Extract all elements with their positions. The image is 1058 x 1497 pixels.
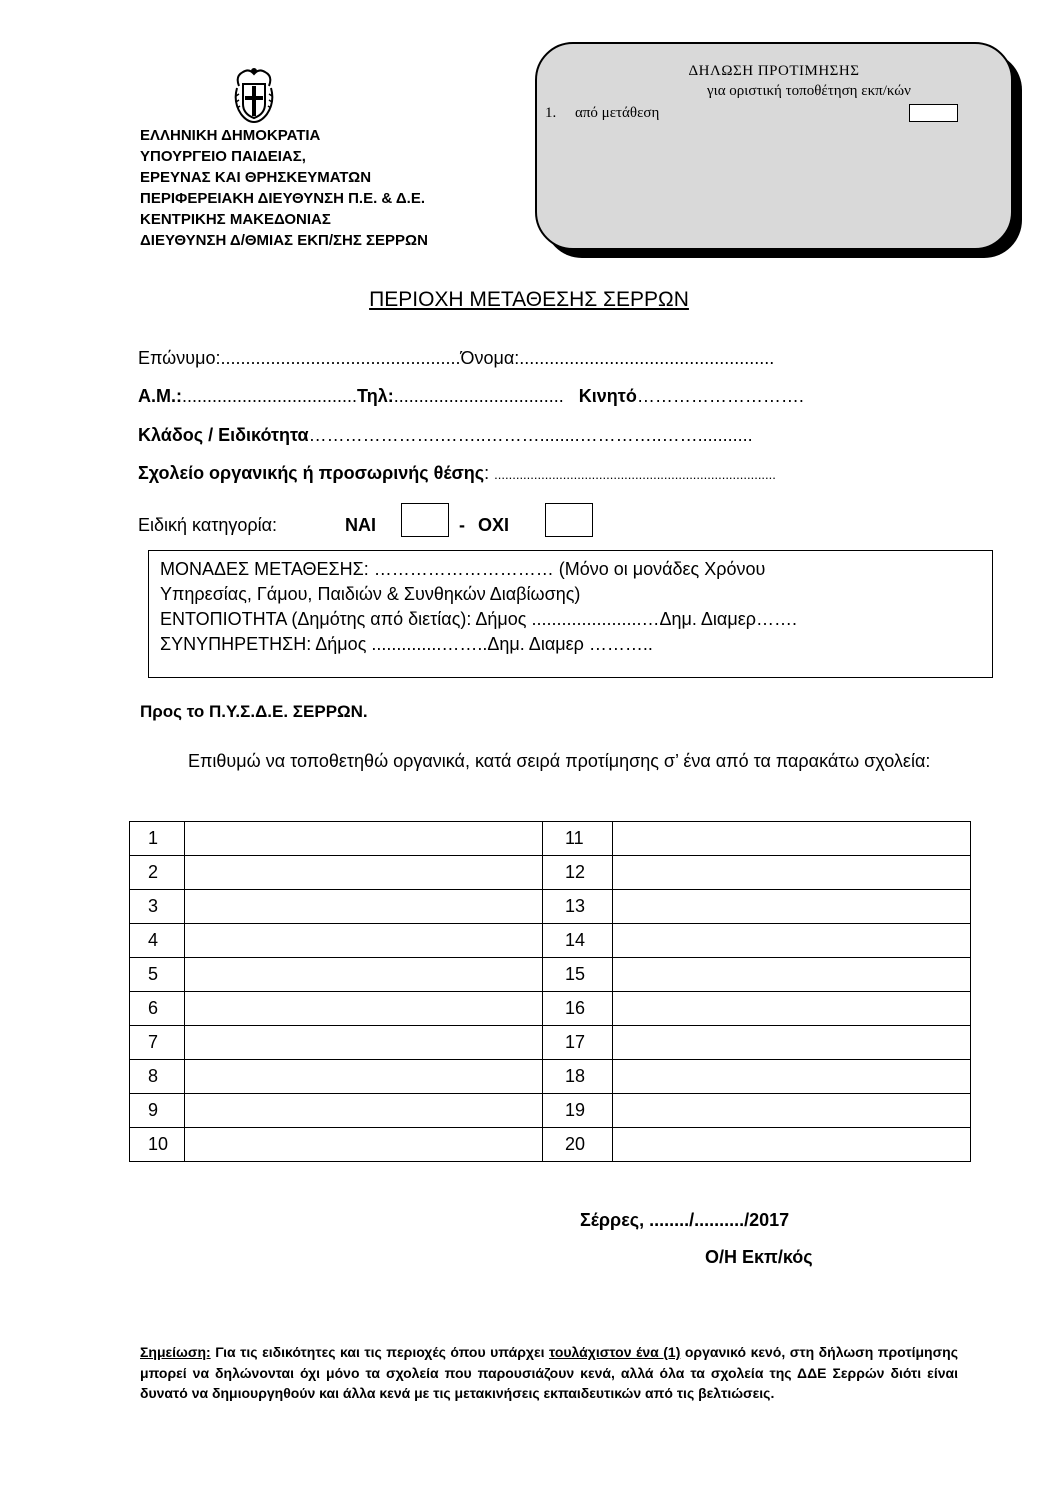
- greek-coat-of-arms-icon: [231, 66, 277, 124]
- tel-field[interactable]: ..................................: [393, 386, 564, 406]
- school-choice-cell[interactable]: [613, 1060, 971, 1094]
- preference-item: [545, 105, 659, 122]
- school-choice-cell[interactable]: [613, 890, 971, 924]
- org-line: ΥΠΟΥΡΓΕΙΟ ΠΑΙΔΕΙΑΣ,: [140, 148, 306, 165]
- school-colon: :: [484, 463, 490, 483]
- table-row: [130, 856, 971, 890]
- school-choice-cell[interactable]: [185, 1128, 543, 1162]
- row-number: 10: [130, 1128, 185, 1162]
- table-row: [130, 890, 971, 924]
- row-number: 14: [543, 924, 613, 958]
- tel-label: Τηλ:: [357, 386, 394, 406]
- schools-table: [129, 821, 971, 1162]
- signer-label: Ο/Η Εκπ/κός: [705, 1247, 813, 1267]
- mobile-field[interactable]: ……………………….: [636, 386, 804, 406]
- note-emphasis: τουλάχιστον ένα (1): [549, 1344, 681, 1360]
- row-number: 18: [543, 1060, 613, 1094]
- school-choice-cell[interactable]: [185, 924, 543, 958]
- name-label: Όνομα:: [460, 348, 520, 368]
- preference-subtitle: για οριστική τοποθέτηση εκπ/κών: [707, 83, 911, 99]
- org-line: ΔΙΕΥΘΥΝΣΗ Δ/ΘΜΙΑΣ ΕΚΠ/ΣΗΣ ΣΕΡΡΩΝ: [140, 232, 428, 249]
- school-choice-cell[interactable]: [613, 924, 971, 958]
- row-number: 12: [543, 856, 613, 890]
- note: [140, 1342, 958, 1404]
- note-text: οργανικό κενό, στη δήλωση προτίμησης μπορεί να δηλώνονται όχι μόνο τα σχολεία που παρουσιάζουν κενά, αλλά όλα τα σχολεία της ΔΔΕ Σερρών διότι είναι δυνατό να δημιουργηθούν και άλλα κενά με τις μετακινήσεις εκπαιδευτικών από τις βελτιώσεις.: [140, 1344, 958, 1401]
- table-row: [130, 924, 971, 958]
- row-number: 6: [130, 992, 185, 1026]
- preference-title: ΔΗΛΩΣΗ ΠΡΟΤΙΜΗΣΗΣ: [688, 63, 860, 79]
- org-line: ΕΡΕΥΝΑΣ ΚΑΙ ΘΡΗΣΚΕΥΜΑΤΩΝ: [140, 169, 372, 186]
- school-choice-cell[interactable]: [185, 992, 543, 1026]
- org-line: ΕΛΛΗΝΙΚΗ ΔΗΜΟΚΡΑΤΙΑ: [140, 127, 321, 144]
- row-number: 8: [130, 1060, 185, 1094]
- contact-row: [138, 386, 804, 407]
- row-number: 13: [543, 890, 613, 924]
- no-label: ΟΧΙ: [478, 515, 510, 535]
- branch-label: Κλάδος / Ειδικότητα: [138, 425, 309, 445]
- preference-item-label: από μετάθεση: [575, 105, 660, 121]
- row-number: 19: [543, 1094, 613, 1128]
- school-choice-cell[interactable]: [613, 958, 971, 992]
- row-number: 17: [543, 1026, 613, 1060]
- school-choice-cell[interactable]: [185, 1094, 543, 1128]
- school-row: [138, 463, 776, 484]
- issuing-authority: [140, 125, 428, 251]
- transfer-checkbox[interactable]: [909, 104, 958, 122]
- school-choice-cell[interactable]: [185, 1060, 543, 1094]
- row-number: 15: [543, 958, 613, 992]
- request-paragraph: Επιθυμώ να τοποθετηθώ οργανικά, κατά σειρά προτίμησης σ’ ένα από τα παρακάτω σχολεία:: [188, 751, 931, 771]
- school-choice-cell[interactable]: [613, 1128, 971, 1162]
- row-number: 1: [130, 822, 185, 856]
- table-row: [130, 822, 971, 856]
- school-choice-cell[interactable]: [613, 856, 971, 890]
- page-title: ΠΕΡΙΟΧΗ ΜΕΤΑΘΕΣΗΣ ΣΕΡΡΩΝ: [369, 288, 689, 311]
- org-line: ΠΕΡΙΦΕΡΕΙΑΚΗ ΔΙΕΥΘΥΝΣΗ Π.Ε. & Δ.Ε.: [140, 190, 425, 207]
- row-number: 3: [130, 890, 185, 924]
- yes-label: ΝΑΙ: [345, 515, 376, 535]
- row-number: 2: [130, 856, 185, 890]
- table-row: [130, 992, 971, 1026]
- row-number: 11: [543, 822, 613, 856]
- table-row: [130, 958, 971, 992]
- school-label: Σχολείο οργανικής ή προσωρινής θέσης: [138, 463, 485, 483]
- row-number: 4: [130, 924, 185, 958]
- row-number: 9: [130, 1094, 185, 1128]
- no-checkbox[interactable]: [545, 503, 593, 537]
- name-row: [138, 348, 774, 369]
- school-field[interactable]: ..............................................................................: [494, 467, 776, 482]
- surname-label: Επώνυμο:: [138, 348, 221, 368]
- name-field[interactable]: ...................................................: [519, 348, 775, 368]
- school-choice-cell[interactable]: [613, 1026, 971, 1060]
- am-label: Α.Μ.:: [138, 386, 182, 406]
- school-choice-cell[interactable]: [613, 992, 971, 1026]
- surname-field[interactable]: ................................................: [220, 348, 461, 368]
- branch-row: [138, 425, 753, 446]
- branch-field[interactable]: ………………….……..………........…………..……...........: [308, 425, 753, 445]
- addressee: Προς το Π.Υ.Σ.Δ.Ε. ΣΕΡΡΩΝ.: [140, 702, 368, 721]
- row-number: 7: [130, 1026, 185, 1060]
- school-choice-cell[interactable]: [185, 958, 543, 992]
- locality-line: ΕΝΤΟΠΙΟΤΗΤΑ (Δημότης από διετίας): Δήμος ......................…Δημ. Διαμερ…….: [160, 609, 797, 629]
- co-service-line: ΣΥΝΥΠΗΡΕΤΗΣΗ: Δήμος ..............……..Δημ. Διαμερ ………..: [160, 634, 653, 654]
- table-row: [130, 1026, 971, 1060]
- school-choice-cell[interactable]: [613, 1094, 971, 1128]
- dash-separator: -: [459, 515, 465, 535]
- mobile-label: Κινητό: [578, 386, 637, 406]
- note-text: Για τις ειδικότητες και τις περιοχές όπου υπάρχει: [210, 1344, 549, 1360]
- school-choice-cell[interactable]: [185, 856, 543, 890]
- preference-item-number: 1.: [545, 105, 557, 121]
- yes-checkbox[interactable]: [401, 503, 449, 537]
- transfer-units-text: [160, 557, 797, 657]
- school-choice-cell[interactable]: [185, 890, 543, 924]
- special-category-label: Ειδική κατηγορία:: [138, 515, 277, 535]
- row-number: 16: [543, 992, 613, 1026]
- row-number: 20: [543, 1128, 613, 1162]
- table-row: [130, 1128, 971, 1162]
- table-row: [130, 1094, 971, 1128]
- transfer-units-line: Υπηρεσίας, Γάμου, Παιδιών & Συνθηκών Διαβίωσης): [160, 584, 581, 604]
- date-line: Σέρρες, ......../........../2017: [580, 1210, 790, 1230]
- school-choice-cell[interactable]: [613, 822, 971, 856]
- transfer-units-line: ΜΟΝΑΔΕΣ ΜΕΤΑΘΕΣΗΣ: ………………………… (Μόνο οι μονάδες Χρόνου: [160, 559, 766, 579]
- org-line: ΚΕΝΤΡΙΚΗΣ ΜΑΚΕΔΟΝΙΑΣ: [140, 211, 331, 228]
- school-choice-cell[interactable]: [185, 1026, 543, 1060]
- row-number: 5: [130, 958, 185, 992]
- am-field[interactable]: ...................................: [182, 386, 358, 406]
- table-row: [130, 1060, 971, 1094]
- note-label: Σημείωση:: [140, 1344, 211, 1360]
- school-choice-cell[interactable]: [185, 822, 543, 856]
